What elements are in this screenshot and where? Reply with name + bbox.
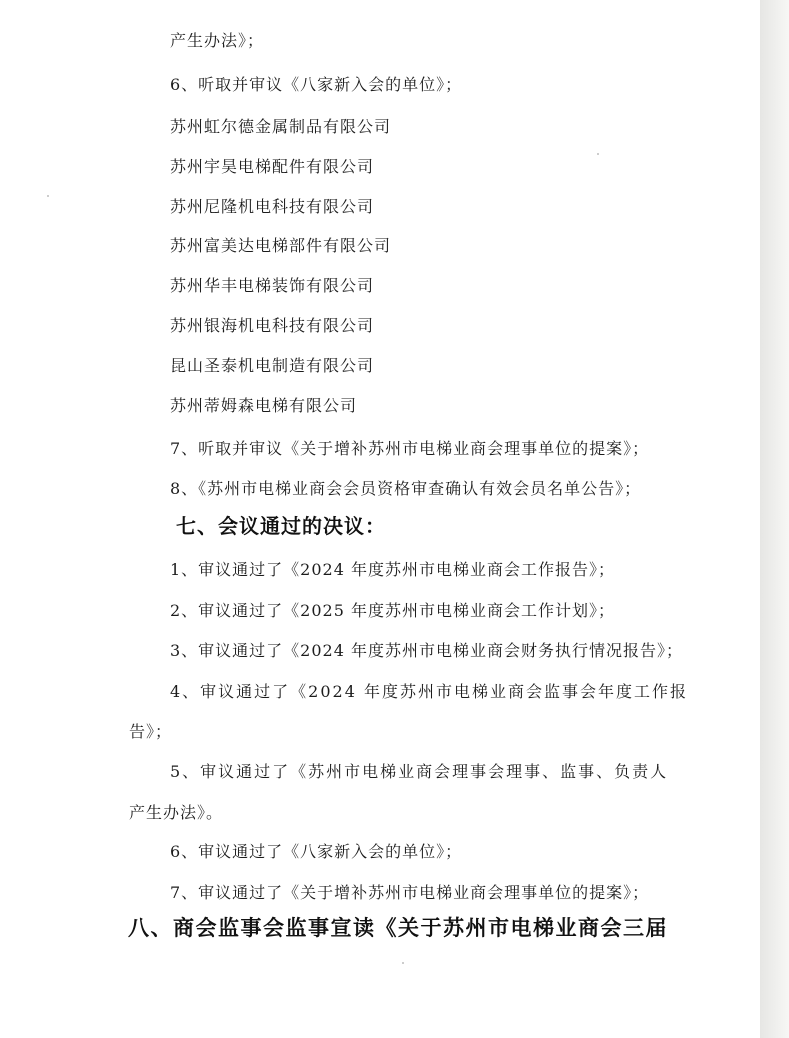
company-name: 苏州华丰电梯装饰有限公司	[170, 276, 375, 295]
scan-speck	[402, 962, 404, 964]
agenda-item-8: 8、《苏州市电梯业商会会员资格审查确认有效会员名单公告》；	[170, 479, 642, 498]
company-name: 苏州虹尔德金属制品有限公司	[170, 117, 392, 136]
company-name: 昆山圣泰机电制造有限公司	[170, 356, 375, 375]
company-name: 苏州宇昊电梯配件有限公司	[170, 157, 375, 176]
section-heading-7: 七、会议通过的决议：	[176, 514, 386, 538]
agenda-item-6: 6、听取并审议《八家新入会的单位》；	[170, 75, 463, 94]
resolution-item-6: 6、审议通过了《八家新入会的单位》；	[170, 842, 463, 861]
agenda-item-7: 7、听取并审议《关于增补苏州市电梯业商会理事单位的提案》；	[170, 439, 650, 458]
resolution-item-7: 7、审议通过了《关于增补苏州市电梯业商会理事单位的提案》；	[170, 883, 650, 902]
company-name: 苏州银海机电科技有限公司	[170, 316, 375, 335]
scan-speck	[597, 153, 599, 155]
page-edge	[760, 0, 789, 1038]
company-name: 苏州蒂姆森电梯有限公司	[170, 396, 358, 415]
resolution-item-1: 1、审议通过了《2024 年度苏州市电梯业商会工作报告》；	[170, 560, 615, 579]
resolution-item-3: 3、审议通过了《2024 年度苏州市电梯业商会财务执行情况报告》；	[170, 641, 683, 660]
section-heading-8: 八、商会监事会监事宣读《关于苏州市电梯业商会三届	[128, 916, 668, 940]
scan-speck	[47, 195, 49, 197]
resolution-item-4: 4、审议通过了《2024 年度苏州市电梯业商会监事会年度工作报	[170, 682, 688, 701]
company-name: 苏州尼隆机电科技有限公司	[170, 197, 375, 216]
text-line: 产生办法》。	[129, 803, 224, 822]
resolution-item-2: 2、审议通过了《2025 年度苏州市电梯业商会工作计划》；	[170, 601, 615, 620]
company-name: 苏州富美达电梯部件有限公司	[170, 236, 392, 255]
text-line: 产生办法》；	[170, 31, 265, 50]
text-line: 告》；	[129, 722, 173, 741]
resolution-item-5: 5、审议通过了《苏州市电梯业商会理事会理事、监事、负责人	[170, 762, 669, 781]
